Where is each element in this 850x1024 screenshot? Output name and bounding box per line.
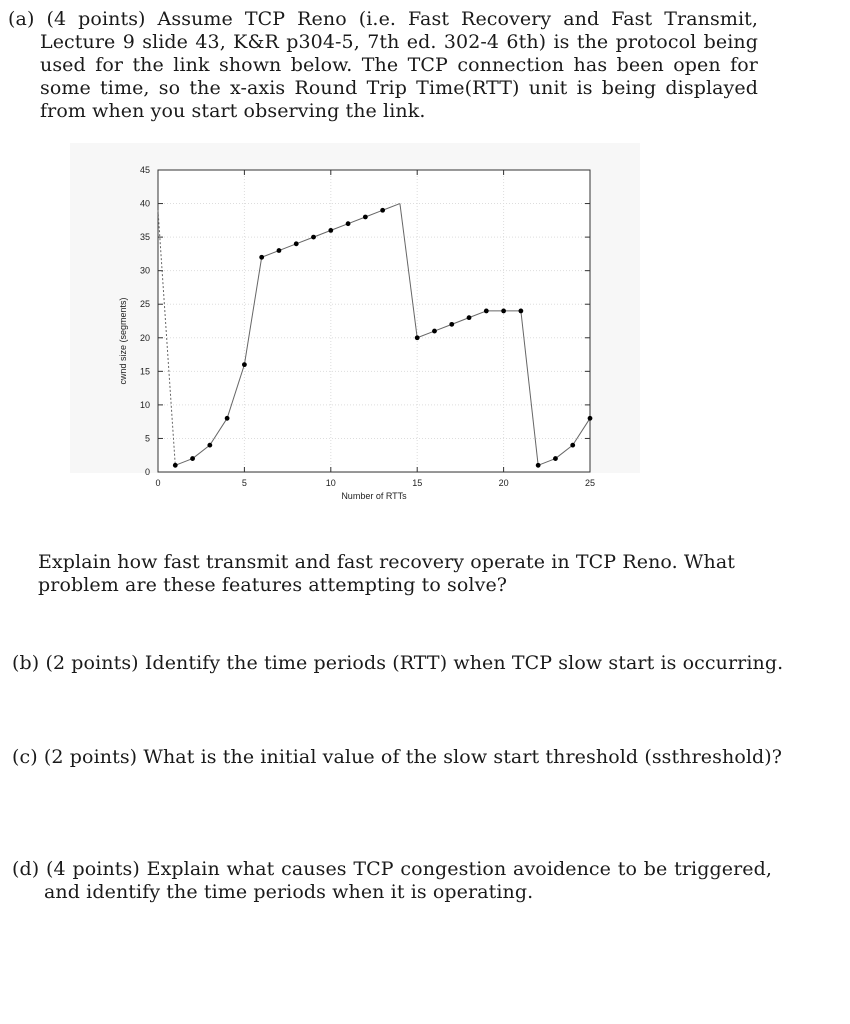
data-point bbox=[588, 416, 593, 421]
y-tick-label: 5 bbox=[144, 433, 150, 444]
data-point bbox=[363, 215, 368, 220]
question-d bbox=[12, 858, 772, 904]
y-tick-label: 15 bbox=[139, 366, 150, 377]
question-d-label: (d) bbox=[12, 858, 40, 880]
y-tick-label: 30 bbox=[139, 265, 150, 276]
cwnd-chart-svg bbox=[70, 143, 640, 513]
question-c bbox=[12, 746, 792, 769]
x-tick-label: 0 bbox=[155, 478, 161, 488]
y-tick-label: 10 bbox=[139, 399, 150, 410]
x-tick-label: 15 bbox=[412, 478, 423, 488]
y-tick-label: 25 bbox=[139, 299, 150, 310]
question-d-text: (4 points) Explain what causes TCP congestion avoidence to be triggered, and identify the time periods when it is operating. bbox=[44, 858, 772, 903]
question-a bbox=[8, 8, 758, 123]
data-point bbox=[467, 315, 472, 320]
data-point bbox=[518, 309, 523, 314]
question-b-text: (2 points) Identify the time periods (RTT) when TCP slow start is occurring. bbox=[45, 652, 784, 674]
cwnd-chart bbox=[70, 143, 640, 513]
data-point bbox=[173, 463, 178, 468]
x-tick-label: 5 bbox=[241, 478, 247, 488]
x-tick-label: 20 bbox=[498, 478, 509, 488]
data-point bbox=[225, 416, 230, 421]
y-axis-title: cwnd size (segments) bbox=[118, 297, 128, 385]
data-point bbox=[484, 309, 489, 314]
plot-area bbox=[158, 170, 590, 472]
y-tick-label: 20 bbox=[139, 332, 150, 343]
data-point bbox=[294, 241, 299, 246]
x-tick-label: 10 bbox=[325, 478, 336, 488]
y-tick-label: 40 bbox=[139, 198, 150, 209]
x-tick-label: 25 bbox=[584, 478, 596, 488]
y-tick-label: 35 bbox=[139, 232, 150, 243]
data-point bbox=[501, 309, 506, 314]
data-point bbox=[553, 456, 558, 461]
question-c-label: (c) bbox=[12, 746, 38, 768]
data-point bbox=[536, 463, 541, 468]
data-point bbox=[207, 443, 212, 448]
data-point bbox=[570, 443, 575, 448]
question-c-text: (2 points) What is the initial value of the slow start threshold (ssthreshold)? bbox=[43, 746, 783, 768]
data-point bbox=[432, 329, 437, 334]
data-point bbox=[328, 228, 333, 233]
question-a-label: (a) bbox=[8, 8, 35, 30]
question-b-label: (b) bbox=[12, 652, 40, 674]
data-point bbox=[242, 362, 247, 367]
data-point bbox=[259, 255, 264, 260]
data-point bbox=[190, 456, 195, 461]
question-a-text: (4 points) Assume TCP Reno (i.e. Fast Recovery and Fast Transmit, Lecture 9 slide 43, K&R p304-5, 7th ed. 302-4 6th) is the protocol being used for the link shown below. The TCP connection has been open for some time, so the x-axis Round Trip Time(RTT) unit is being displayed from when you start observing the link. bbox=[40, 8, 758, 122]
data-point bbox=[277, 248, 282, 253]
question-a-followup: Explain how fast transmit and fast recovery operate in TCP Reno. What problem are these features attempting to solve? bbox=[38, 551, 736, 596]
data-point bbox=[449, 322, 454, 327]
data-point bbox=[346, 221, 351, 226]
y-tick-label: 0 bbox=[144, 467, 150, 477]
data-point bbox=[380, 208, 385, 213]
data-point bbox=[415, 335, 420, 340]
question-b bbox=[12, 652, 792, 675]
y-tick-label: 45 bbox=[139, 165, 150, 175]
data-point bbox=[311, 235, 316, 240]
x-axis-title: Number of RTTs bbox=[341, 491, 407, 501]
